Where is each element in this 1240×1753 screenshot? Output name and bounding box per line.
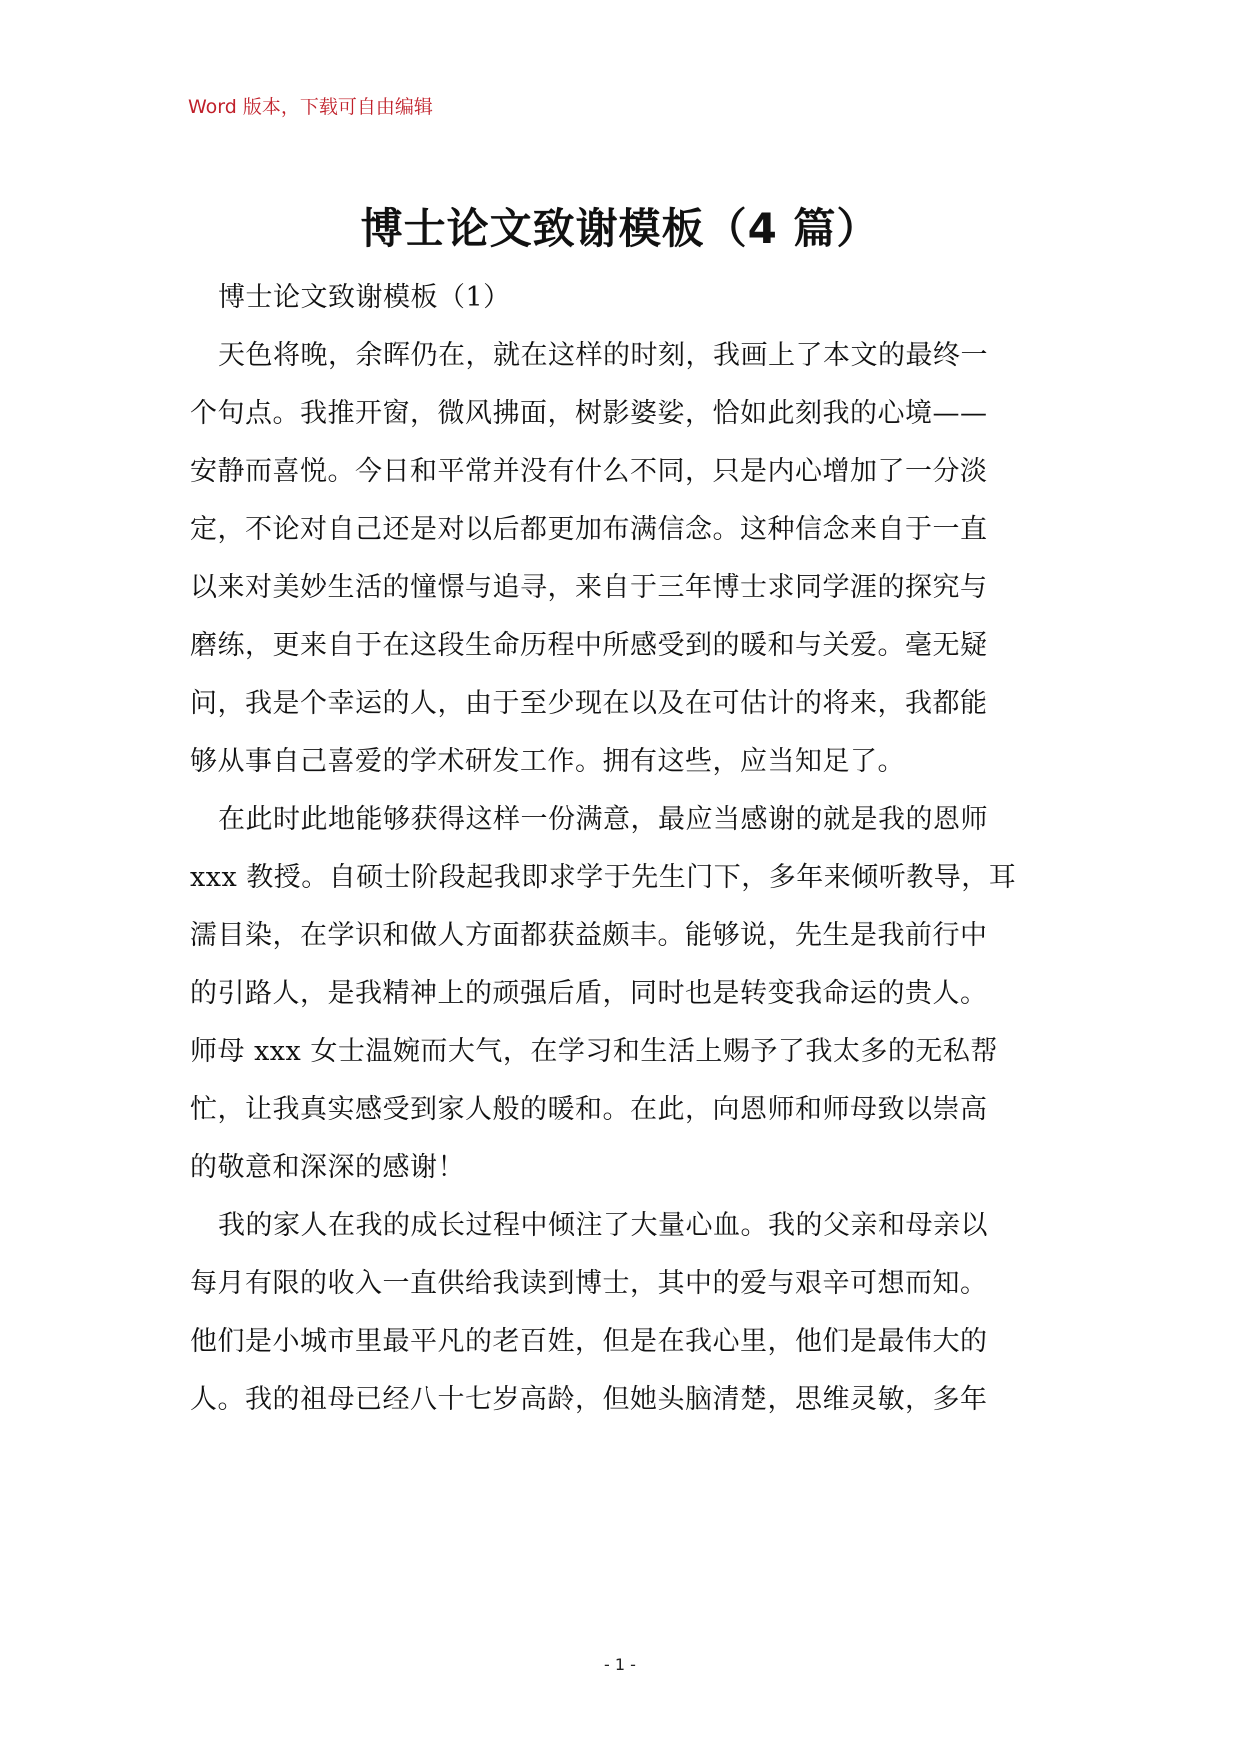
body-line: 安静而喜悦。今日和平常并没有什么不同，只是内心增加了一分淡: [190, 456, 988, 487]
body-line: 的敬意和深深的感谢！: [190, 1152, 465, 1183]
body-line: 师母 xxx 女士温婉而大气，在学习和生活上赐予了我太多的无私帮: [190, 1036, 998, 1067]
body-line: 他们是小城市里最平凡的老百姓，但是在我心里，他们是最伟大的: [190, 1326, 988, 1357]
section-heading: 博士论文致谢模板（1）: [218, 282, 511, 313]
body-line: 天色将晚，余晖仍在，就在这样的时刻，我画上了本文的最终一: [218, 340, 988, 371]
body-line: 忙，让我真实感受到家人般的暖和。在此，向恩师和师母致以崇高: [190, 1094, 988, 1125]
body-line: 问，我是个幸运的人，由于至少现在以及在可估计的将来，我都能: [190, 688, 988, 719]
body-line: 够从事自己喜爱的学术研发工作。拥有这些，应当知足了。: [190, 746, 905, 777]
body-line: 濡目染，在学识和做人方面都获益颇丰。能够说，先生是我前行中: [190, 920, 988, 951]
body-line: 在此时此地能够获得这样一份满意，最应当感谢的就是我的恩师: [218, 804, 988, 835]
body-line: 我的家人在我的成长过程中倾注了大量心血。我的父亲和母亲以: [218, 1210, 988, 1241]
document-title: 博士论文致谢模板（4 篇）: [360, 204, 880, 253]
body-line: 人。我的祖母已经八十七岁高龄，但她头脑清楚，思维灵敏，多年: [190, 1384, 988, 1415]
body-line: 定，不论对自己还是对以后都更加布满信念。这种信念来自于一直: [190, 514, 988, 545]
download-note: Word 版本，下载可自由编辑: [188, 96, 433, 118]
body-line: 个句点。我推开窗，微风拂面，树影婆娑，恰如此刻我的心境——: [190, 398, 988, 429]
body-line: 每月有限的收入一直供给我读到博士，其中的爱与艰辛可想而知。: [190, 1268, 988, 1299]
body-line: 以来对美妙生活的憧憬与追寻，来自于三年博士求同学涯的探究与: [190, 572, 988, 603]
page-number: - 1 -: [604, 1655, 636, 1674]
body-line: 的引路人，是我精神上的顽强后盾，同时也是转变我命运的贵人。: [190, 978, 988, 1009]
body-line: xxx 教授。自硕士阶段起我即求学于先生门下，多年来倾听教导，耳: [190, 862, 1017, 893]
body-line: 磨练，更来自于在这段生命历程中所感受到的暖和与关爱。毫无疑: [190, 630, 988, 661]
